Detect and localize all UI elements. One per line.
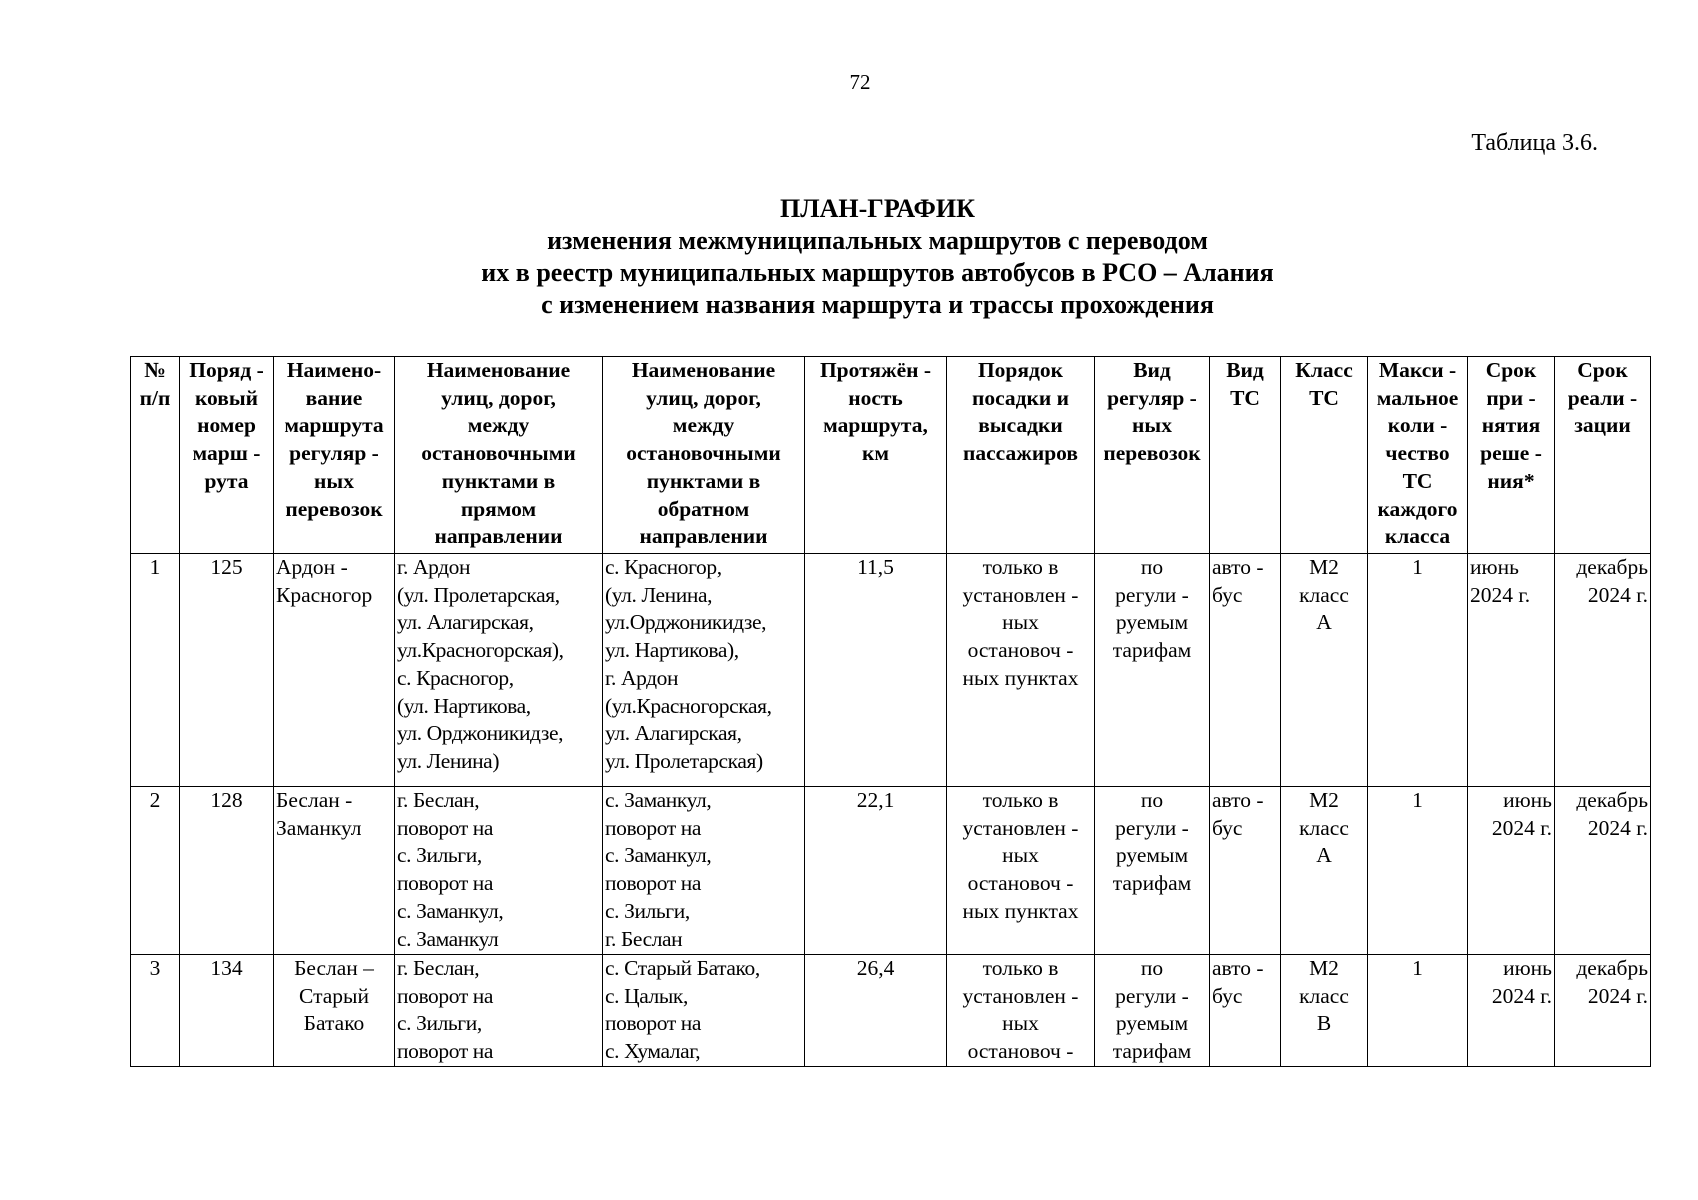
cell-max-count: 1: [1368, 955, 1468, 1067]
table-header-row: [131, 357, 1651, 554]
cell-backward: с. Старый Батако, с. Цалык, поворот на с. Хумалаг,: [603, 955, 805, 1067]
title-line-3: их в реестр муниципальных маршрутов автобусов в РСО – Алания: [481, 258, 1274, 287]
header-route-name: Наимено- вание маршрута регуляр - ных перевозок: [274, 357, 395, 554]
cell-route-name: Ардон - Красногор: [274, 554, 395, 787]
cell-transport-type: по регули - руемым тарифам: [1095, 554, 1210, 787]
cell-length: 26,4: [805, 955, 947, 1067]
cell-boarding: только в установлен - ных остановоч -: [947, 955, 1095, 1067]
cell-forward: г. Беслан, поворот на с. Зильги, поворот на: [395, 955, 603, 1067]
cell-length: 22,1: [805, 787, 947, 955]
cell-decision-date: июнь 2024 г.: [1468, 554, 1555, 787]
page-number: 72: [849, 70, 871, 94]
cell-decision-date: июнь 2024 г.: [1468, 955, 1555, 1067]
cell-decision-date: июнь 2024 г.: [1468, 787, 1555, 955]
cell-vehicle-class: М2 класс А: [1281, 554, 1368, 787]
header-vehicle-type: Вид ТС: [1210, 357, 1281, 554]
cell-vehicle-type: авто - бус: [1210, 787, 1281, 955]
cell-max-count: 1: [1368, 787, 1468, 955]
header-length: Протяжён - ность маршрута, км: [805, 357, 947, 554]
cell-route-no: 134: [180, 955, 274, 1067]
cell-realization-date: декабрь 2024 г.: [1555, 554, 1651, 787]
cell-transport-type: по регули - руемым тарифам: [1095, 955, 1210, 1067]
cell-max-count: 1: [1368, 554, 1468, 787]
cell-vehicle-class: М2 класс В: [1281, 955, 1368, 1067]
cell-num: 1: [131, 554, 180, 787]
cell-realization-date: декабрь 2024 г.: [1555, 787, 1651, 955]
table-row: [131, 554, 1651, 787]
header-vehicle-class: Класс ТС: [1281, 357, 1368, 554]
cell-forward: г. Беслан, поворот на с. Зильги, поворот на с. Заманкул, с. Заманкул: [395, 787, 603, 955]
table-label: Таблица 3.6.: [1471, 130, 1598, 156]
title-line-4: с изменением названия маршрута и трассы прохождения: [541, 290, 1214, 319]
cell-route-no: 125: [180, 554, 274, 787]
cell-boarding: только в установлен - ных остановоч - ных пунктах: [947, 554, 1095, 787]
cell-transport-type: по регули - руемым тарифам: [1095, 787, 1210, 955]
table-row: [131, 955, 1651, 1067]
cell-num: 3: [131, 955, 180, 1067]
cell-backward: с. Заманкул, поворот на с. Заманкул, поворот на с. Зильги, г. Беслан: [603, 787, 805, 955]
header-num: № п/п: [131, 357, 180, 554]
header-decision-date: Срок при - нятия реше - ния*: [1468, 357, 1555, 554]
cell-num: 2: [131, 787, 180, 955]
title-line-2: изменения межмуниципальных маршрутов с переводом: [547, 226, 1208, 255]
header-transport-type: Вид регуляр - ных перевозок: [1095, 357, 1210, 554]
plan-schedule-table: [130, 356, 1651, 1067]
cell-vehicle-type: авто - бус: [1210, 955, 1281, 1067]
cell-route-name: Беслан – Старый Батако: [274, 955, 395, 1067]
cell-forward: г. Ардон (ул. Пролетарская, ул. Алагирская, ул.Красногорская), с. Красногор, (ул. Нартикова, ул. Орджоникидзе, ул. Ленина): [395, 554, 603, 787]
header-realization-date: Срок реали - зации: [1555, 357, 1651, 554]
cell-route-no: 128: [180, 787, 274, 955]
header-boarding: Порядок посадки и высадки пассажиров: [947, 357, 1095, 554]
header-backward: Наименование улиц, дорог, между остановочными пунктами в обратном направлении: [603, 357, 805, 554]
cell-vehicle-type: авто - бус: [1210, 554, 1281, 787]
cell-vehicle-class: М2 класс А: [1281, 787, 1368, 955]
cell-boarding: только в установлен - ных остановоч - ных пунктах: [947, 787, 1095, 955]
title-line-1: ПЛАН-ГРАФИК: [780, 194, 975, 223]
cell-route-name: Беслан - Заманкул: [274, 787, 395, 955]
header-forward: Наименование улиц, дорог, между остановочными пунктами в прямом направлении: [395, 357, 603, 554]
header-route-no: Поряд - ковый номер марш - рута: [180, 357, 274, 554]
cell-length: 11,5: [805, 554, 947, 787]
table-row: [131, 787, 1651, 955]
cell-realization-date: декабрь 2024 г.: [1555, 955, 1651, 1067]
document-title: [0, 193, 1698, 321]
header-max-count: Макси - мальное коли - чество ТС каждого класса: [1368, 357, 1468, 554]
cell-backward: с. Красногор, (ул. Ленина, ул.Орджоникидзе, ул. Нартикова), г. Ардон (ул.Красногорская, ул. Алагирская, ул. Пролетарская): [603, 554, 805, 787]
